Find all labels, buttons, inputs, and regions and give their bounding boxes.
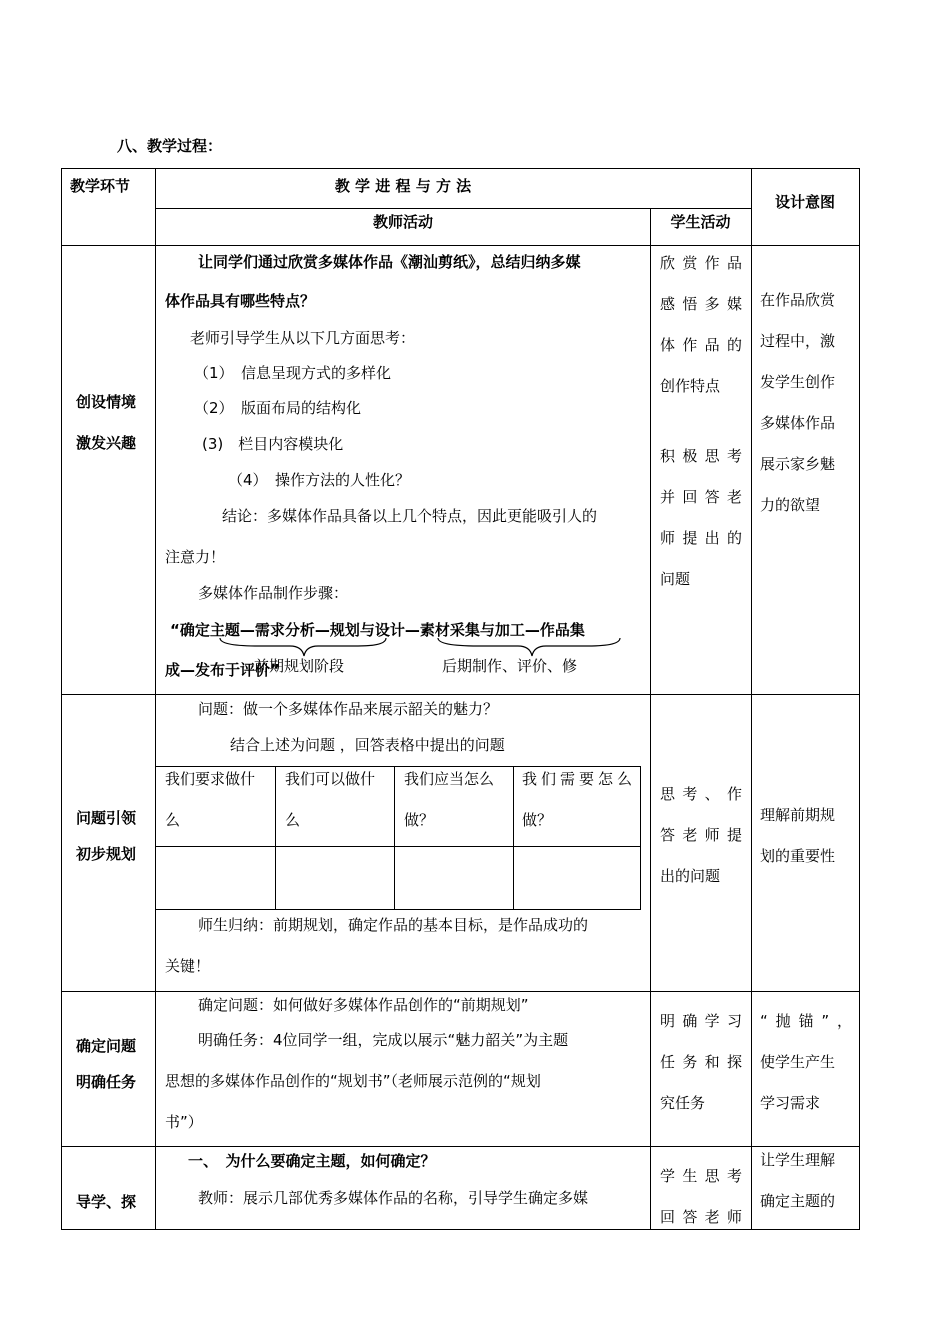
row1-guide: 老师引导学生从以下几方面思考： xyxy=(190,329,416,347)
row1-design-line: 在作品欣赏 xyxy=(760,291,836,309)
row3-student-line: 明确学习 xyxy=(660,1012,742,1030)
row2-student-line: 答老师提 xyxy=(660,826,742,844)
row1-design-line: 过程中，激 xyxy=(760,332,836,350)
row1-brace-label-left: 前期规划阶段 xyxy=(254,657,345,675)
table-header-cell: 做？ xyxy=(404,811,435,829)
row2-student-line: 出的问题 xyxy=(660,867,721,885)
row1-item3: (3) 栏目内容模块化 xyxy=(202,435,344,453)
row3-design-line: 使学生产生 xyxy=(760,1053,836,1071)
row2-phase-line1: 问题引领 xyxy=(76,809,137,827)
row3-design-line: 学习需求 xyxy=(760,1094,821,1112)
row1-design-line: 力的欲望 xyxy=(760,496,821,514)
row3-student-line: 究任务 xyxy=(660,1094,706,1112)
row4-phase: 导学、探 xyxy=(76,1193,137,1211)
row4-student-line: 回答老师 xyxy=(660,1208,742,1226)
table-header-cell: 我们可以做什 xyxy=(285,770,376,788)
row4-line1: 教师：展示几部优秀多媒体作品的名称，引导学生确定多媒 xyxy=(198,1189,589,1207)
row1-student-line: 欣赏作品 xyxy=(660,254,742,272)
row4-student-line: 学生思考 xyxy=(660,1167,742,1185)
header-student-activity: 学生活动 xyxy=(670,213,731,231)
table-header-cell: 我们要求做什 xyxy=(165,770,256,788)
row1-design-line: 发学生创作 xyxy=(760,373,836,391)
row3-line3: 思想的多媒体作品创作的“规划书”（老师展示范例的“规划 xyxy=(165,1072,541,1090)
row3-line1: 确定问题：如何做好多媒体作品创作的“前期规划” xyxy=(198,996,529,1014)
row2-summary-line1: 师生归纳：前期规划，确定作品的基本目标，是作品成功的 xyxy=(198,916,589,934)
header-phase: 教学环节 xyxy=(70,177,131,195)
table-header-cell: 做？ xyxy=(522,811,553,829)
row3-line2: 明确任务：4位同学一组，完成以展示“魅力韶关”为主题 xyxy=(198,1031,569,1049)
row1-steps-line2: 成—发布于评价” xyxy=(165,661,280,679)
row1-design-line: 展示家乡魅 xyxy=(760,455,836,473)
table-header-cell: 我们需要怎么 xyxy=(522,770,632,788)
row1-brace-label-right: 后期制作、评价、修 xyxy=(442,657,578,675)
row4-design-line: 让学生理解 xyxy=(760,1151,836,1169)
row2-design-line: 理解前期规 xyxy=(760,806,836,824)
row2-design-line: 划的重要性 xyxy=(760,847,836,865)
row1-item2: （2） 版面布局的结构化 xyxy=(194,399,362,417)
row1-student-line: 问题 xyxy=(660,570,691,588)
table-header-cell: 我们应当怎么 xyxy=(404,770,495,788)
row1-item1: （1） 信息呈现方式的多样化 xyxy=(194,364,392,382)
row1-phase-line2: 激发兴趣 xyxy=(76,434,137,452)
row1-item4: （4） 操作方法的人性化？ xyxy=(228,471,411,489)
row1-phase-line1: 创设情境 xyxy=(76,393,137,411)
row3-line4: 书”） xyxy=(165,1113,203,1131)
row2-phase-line2: 初步规划 xyxy=(76,845,137,863)
row2-summary-line2: 关键！ xyxy=(165,957,211,975)
row1-steps-title: 多媒体作品制作步骤： xyxy=(198,584,349,602)
row3-phase-line2: 明确任务 xyxy=(76,1073,137,1091)
row1-student-line: 体作品的 xyxy=(660,336,742,354)
section-title: 八、教学过程： xyxy=(117,137,223,155)
row1-conclusion-line2: 注意力！ xyxy=(165,548,226,566)
table-header-cell: 么 xyxy=(165,811,181,829)
row1-design-line: 多媒体作品 xyxy=(760,414,836,432)
row1-intro-line2: 体作品具有哪些特点？ xyxy=(165,292,316,310)
row4-heading: 一、 为什么要确定主题，如何确定？ xyxy=(188,1152,436,1170)
row1-student-line: 并回答老 xyxy=(660,488,742,506)
row1-conclusion-line1: 结论：多媒体作品具备以上几个特点，因此更能吸引人的 xyxy=(222,507,598,525)
row3-student-line: 任务和探 xyxy=(660,1053,742,1071)
row3-design-line: “抛锚”， xyxy=(760,1012,852,1030)
row1-student-line: 师提出的 xyxy=(660,529,742,547)
row2-instruction: 结合上述为问题 ，回答表格中提出的问题 xyxy=(230,736,505,754)
header-process: 教 学 进 程 与 方 法 xyxy=(334,177,472,195)
table-header-cell: 么 xyxy=(285,811,301,829)
row1-student-line: 感悟多媒 xyxy=(660,295,742,313)
row2-question: 问题：做一个多媒体作品来展示韶关的魅力？ xyxy=(198,700,499,718)
row1-student-line: 积极思考 xyxy=(660,447,742,465)
header-teacher-activity: 教师活动 xyxy=(372,213,433,231)
row1-student-line: 创作特点 xyxy=(660,377,721,395)
row2-student-line: 思考、作 xyxy=(660,785,742,803)
row3-phase-line1: 确定问题 xyxy=(76,1037,137,1055)
row4-design-line: 确定主题的 xyxy=(760,1192,836,1210)
row1-intro-line1: 让同学们通过欣赏多媒体作品《潮汕剪纸》，总结归纳多媒 xyxy=(198,253,581,271)
header-design-intent: 设计意图 xyxy=(774,193,835,211)
row1-steps-line1: “确定主题—需求分析—规划与设计—素材采集与加工—作品集 xyxy=(170,621,585,639)
